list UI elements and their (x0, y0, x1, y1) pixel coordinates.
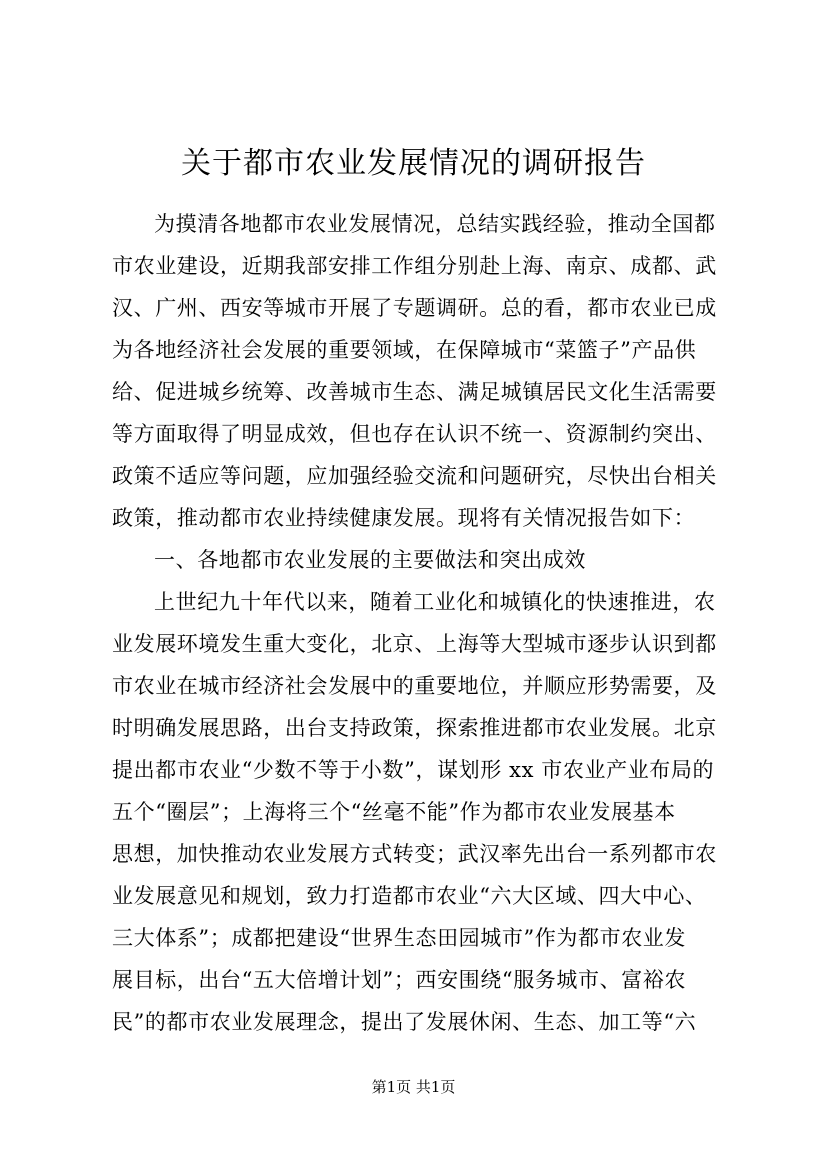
paragraph-line: 市农业在城市经济社会发展中的重要地位，并顺应形势需要，及 (112, 674, 717, 698)
paragraph-line: 给、促进城乡统筹、改善城市生态、满足城镇居民文化生活需要 (112, 380, 717, 404)
document-body (112, 203, 740, 1043)
paragraph-line: 三大体系”；成都把建设“世界生态田园城市”作为都市农业发 (112, 926, 687, 950)
paragraph-line: 上世纪九十年代以来，随着工业化和城镇化的快速推进，农 (154, 590, 716, 614)
paragraph-line: 汉、广州、西安等城市开展了专题调研。总的看，都市农业已成 (112, 296, 717, 320)
paragraph-line: 提出都市农业“少数不等于小数”，谋划形 xx 市农业产业布局的 (112, 758, 715, 782)
paragraph-line: 时明确发展思路，出台支持政策，探索推进都市农业发展。北京 (112, 716, 717, 740)
paragraph-line: 市农业建设，近期我部安排工作组分别赴上海、南京、成都、武 (112, 254, 717, 278)
paragraph-line: 政策不适应等问题，应加强经验交流和问题研究，尽快出台相关 (112, 464, 717, 488)
paragraph-line: 五个“圈层”；上海将三个“丝毫不能”作为都市农业发展基本 (112, 800, 676, 824)
paragraph-line: 为摸清各地都市农业发展情况，总结实践经验，推动全国都 (154, 212, 716, 236)
paragraph-line: 业发展意见和规划，致力打造都市农业“六大区域、四大中心、 (112, 884, 707, 908)
paragraph-line: 政策，推动都市农业持续健康发展。现将有关情况报告如下： (112, 506, 696, 530)
paragraph-line: 为各地经济社会发展的重要领域，在保障城市“菜篮子”产品供 (112, 338, 697, 362)
paragraph-line: 等方面取得了明显成效，但也存在认识不统一、资源制约突出、 (112, 422, 717, 446)
paragraph-line: 民”的都市农业发展理念，提出了发展休闲、生态、加工等“六 (112, 1010, 697, 1034)
paragraph-line: 思想，加快推动农业发展方式转变；武汉率先出台一系列都市农 (112, 842, 717, 866)
page-footer: 第1页 共1页 (371, 1078, 456, 1096)
paragraph-line: 展目标，出台“五大倍增计划”；西安围绕“服务城市、富裕农 (112, 968, 687, 992)
paragraph-line: 业发展环境发生重大变化，北京、上海等大型城市逐步认识到都 (112, 632, 717, 656)
document-title: 关于都市农业发展情况的调研报告 (181, 146, 646, 181)
section-heading: 一、各地都市农业发展的主要做法和突出成效 (154, 548, 586, 572)
